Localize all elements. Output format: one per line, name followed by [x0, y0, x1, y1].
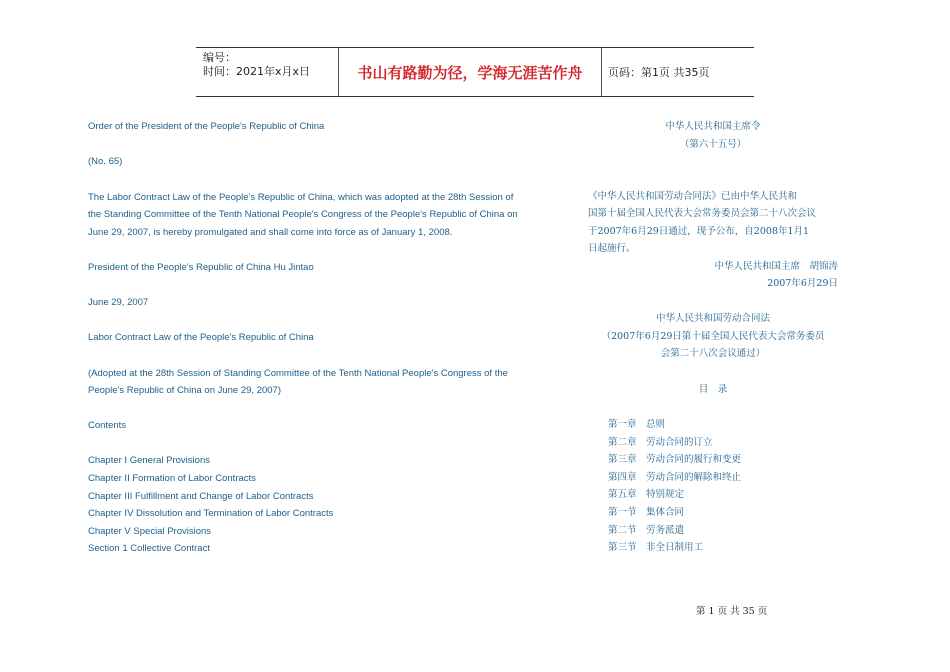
- zh-date: 2007年6月29日: [767, 278, 838, 289]
- zh-toc-item-6: 第一节 集体合同: [608, 507, 685, 518]
- en-number: (No. 65): [88, 156, 123, 167]
- page-footer: 第 1 页 共 35 页: [696, 606, 768, 617]
- zh-contents: 目 录: [698, 384, 728, 395]
- en-chapter-1: Chapter I General Provisions: [88, 455, 210, 466]
- zh-intro-line-3: 于2007年6月29日通过，现予公布，自2008年1月1: [588, 226, 810, 237]
- zh-toc-item-2: 第二章 劳动合同的订立: [608, 437, 713, 448]
- serial-label: 编号：: [203, 51, 236, 64]
- en-chapter-5: Chapter V Special Provisions: [88, 526, 212, 537]
- en-intro-line-2: the Standing Committee of the Tenth National People's Congress of the People's Republic of China on: [88, 209, 518, 220]
- en-order: Order of the President of the People's Republic of China: [88, 121, 325, 132]
- zh-intro-line-4: 日起施行。: [588, 243, 636, 254]
- zh-toc-item-1: 第一章 总则: [608, 419, 666, 430]
- header-meta: [196, 48, 338, 96]
- zh-president: 中华人民共和国主席 胡锦涛: [714, 261, 838, 272]
- zh-number: （第六十五号）: [679, 139, 747, 150]
- zh-intro-line-1: 《中华人民共和国劳动合同法》已由中华人民共和: [588, 191, 798, 202]
- page-header: [196, 47, 754, 97]
- header-page-label: 页码：第1页 共35页: [608, 66, 710, 79]
- zh-toc-item-8: 第三节 非全日制用工: [608, 542, 704, 553]
- zh-intro-line-2: 国第十届全国人民代表大会常务委员会第二十八次会议: [588, 208, 817, 219]
- zh-toc-item-3: 第三章 劳动合同的履行和变更: [608, 454, 742, 465]
- zh-law-title: 中华人民共和国劳动合同法: [655, 313, 770, 324]
- en-intro-line-1: The Labor Contract Law of the People's Republic of China, which was adopted at the 28th Session of: [88, 192, 514, 203]
- en-adopted-line-1: (Adopted at the 28th Session of Standing Committee of the Tenth National People's Congress of the: [88, 368, 508, 379]
- en-date: June 29, 2007: [88, 297, 149, 308]
- en-chapter-4: Chapter IV Dissolution and Termination of Labor Contracts: [88, 508, 334, 519]
- zh-adopted-line-2: 会第二十八次会议通过）: [660, 348, 766, 359]
- en-law-title: Labor Contract Law of the People's Republic of China: [88, 332, 314, 343]
- en-adopted-line-2: People's Republic of China on June 29, 2007): [88, 385, 282, 396]
- zh-order: 中华人民共和国主席令: [665, 121, 761, 132]
- time-label: 时间：2021年x月x日: [203, 65, 311, 78]
- zh-adopted-line-1: （2007年6月29日第十届全国人民代表大会常务委员: [601, 331, 825, 342]
- en-section-1: Section 1 Collective Contract: [88, 543, 210, 554]
- en-chapter-3: Chapter III Fulfillment and Change of Labor Contracts: [88, 491, 314, 502]
- zh-toc-item-7: 第二节 劳务派遣: [608, 525, 685, 536]
- header-motto: 书山有路勤为径，学海无涯苦作舟: [338, 48, 602, 96]
- zh-toc-item-5: 第五章 特别规定: [608, 489, 685, 500]
- en-president: President of the People's Republic of China Hu Jintao: [88, 262, 314, 273]
- zh-toc-item-4: 第四章 劳动合同的解除和终止: [608, 472, 742, 483]
- en-contents: Contents: [88, 420, 127, 431]
- en-intro-line-3: June 29, 2007, is hereby promulgated and shall come into force as of January 1, 2008.: [88, 227, 453, 238]
- en-chapter-2: Chapter II Formation of Labor Contracts: [88, 473, 256, 484]
